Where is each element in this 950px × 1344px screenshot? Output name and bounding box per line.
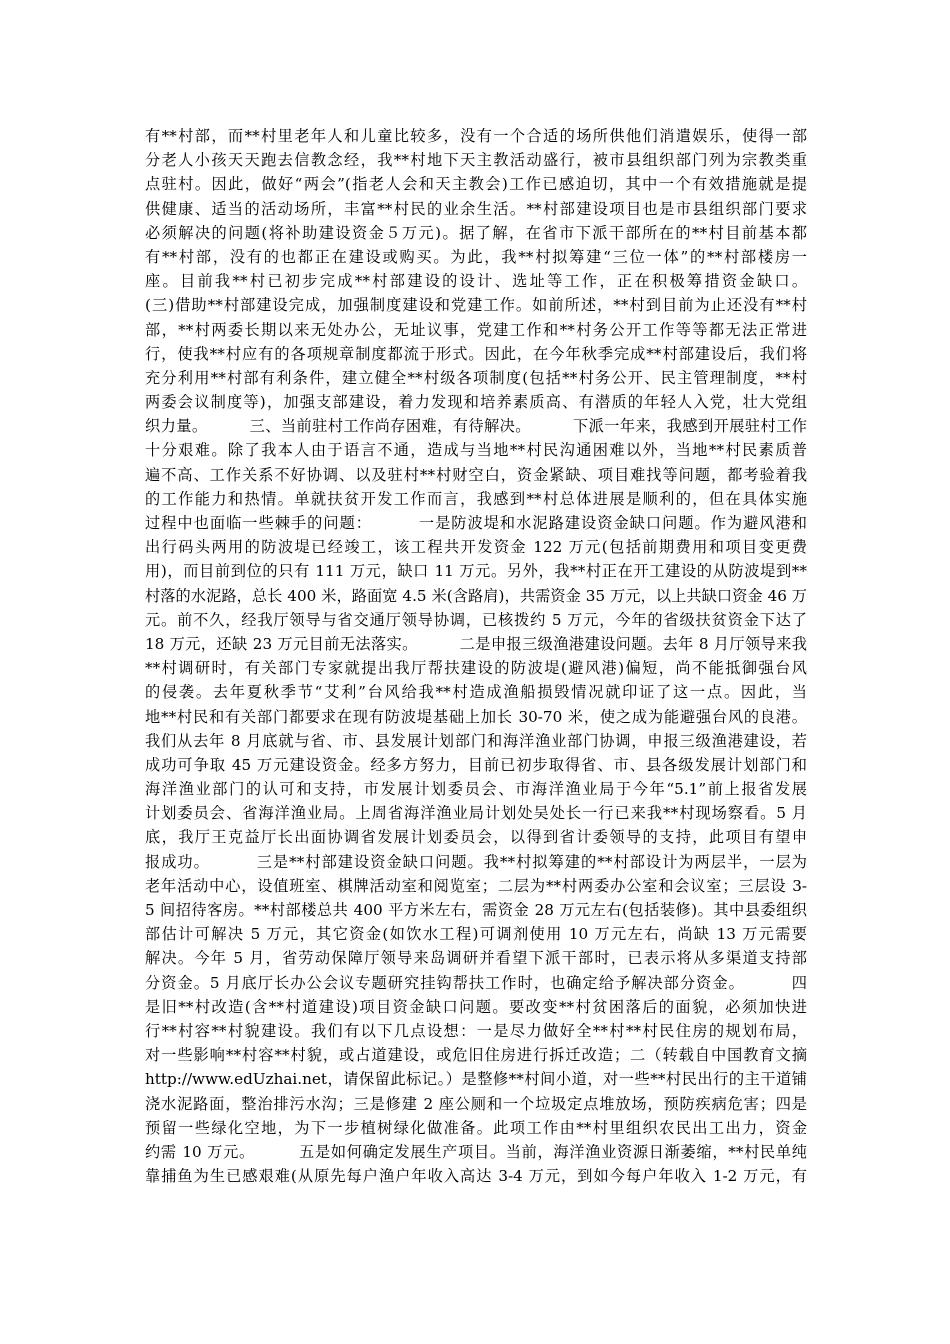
- text-line: 两委会议制度等)，加强支部建设，着力发现和培养素质高、有潜质的年轻人入党，壮大党组: [145, 393, 807, 412]
- text-line: 供健康、适当的活动场所，丰富**村民的业余生活。**村部建设项目也是市县组织部门要求: [145, 199, 807, 218]
- text-line: 分资金。5 月底厅长办公会议专题研究挂钩帮扶工作时，也确定给予解决部分资金。 四: [145, 973, 807, 992]
- text-line: 的工作能力和热情。单就扶贫开发工作而言，我感到**村总体进展是顺利的，但在具体实施: [145, 489, 807, 508]
- text-line: 地**村民和有关部门都要求在现有防波堤基础上加长 30-70 米，使之成为能避强台风的良港。: [145, 707, 807, 726]
- text-line: **村调研时，有关部门专家就提出我厅帮扶建设的防波堤(避风港)偏短，尚不能抵御强台风: [145, 659, 807, 678]
- text-line: 约需 10 万元。 五是如何确定发展生产项目。当前，海洋渔业资源日渐萎缩，**村民单纯: [145, 1142, 807, 1161]
- text-line: 必须解决的问题(将补助建设资金５万元)。据了解，在省市下派干部所在的**村目前基本都: [145, 223, 807, 242]
- text-line: 元。前不久，经我厅领导与省交通厅领导协调，已核拨约 5 万元，今年的省级扶贫资金下达了: [145, 610, 807, 629]
- text-line: http://www.edUzhai.net，请保留此标记。）是整修**村间小道，对一些**村民出行的主干道铺: [145, 1070, 807, 1089]
- text-line: 用)，而目前到位的只有 111 万元，缺口 11 万元。另外，我**村正在开工建设的从防波堤到**: [145, 562, 807, 581]
- text-line: 遍不高、工作关系不好协调、以及驻村**村财空白，资金紧缺、项目难找等问题，都考验着我: [145, 465, 807, 484]
- text-line: 计划委员会、省海洋渔业局。上周省海洋渔业局计划处吴处长一行已来我**村现场察看。5 月: [145, 804, 807, 823]
- text-line: 村落的水泥路，总长 400 米，路面宽 4.5 米(含路肩)，共需资金 35 万元，以上共缺口资金 46 万: [145, 586, 807, 605]
- text-line: 解决。今年 5 月，省劳动保障厅领导来岛调研并看望下派干部时，已表示将从多渠道支持部: [145, 949, 807, 968]
- text-line: 行，使我**村应有的各项规章制度都流于形式。因此，在今年秋季完成**村部建设后，我们将: [145, 344, 807, 363]
- text-line: 成功可争取 45 万元建设资金。经多方努力，目前已初步取得省、市、县各级发展计划部门和: [145, 755, 807, 774]
- text-line: 有**村部，而**村里老年人和儿童比较多，没有一个合适的场所供他们消遣娱乐，使得一部: [145, 127, 807, 145]
- text-line: 预留一些绿化空地，为下一步植树绿化做准备。此项工作由**村里组织农民出工出力，资金: [145, 1118, 807, 1137]
- text-line: 底，我厅王克益厅长出面协调省发展计划委员会，以得到省计委领导的支持，此项目有望申: [145, 828, 807, 847]
- text-line: 织力量。 三、当前驻村工作尚存困难，有待解决。 下派一年来，我感到开展驻村工作: [145, 417, 807, 436]
- text-line: 报成功。 三是**村部建设资金缺口问题。我**村拟筹建的**村部设计为两层半，一层为: [145, 852, 807, 871]
- text-line: 部估计可解决 5 万元，其它资金(如饮水工程)可调剂使用 10 万元左右，尚缺 13 万元需要: [145, 925, 807, 944]
- text-line: (三)借助**村部建设完成，加强制度建设和党建工作。如前所述，**村到目前为止还没有**村: [145, 296, 807, 315]
- text-line: 过程中也面临一些棘手的问题： 一是防波堤和水泥路建设资金缺口问题。作为避风港和: [145, 514, 807, 532]
- text-line: 浇水泥路面，整治排污水沟；三是修建 2 座公厕和一个垃圾定点堆放场，预防疾病危害；四是: [145, 1094, 807, 1113]
- text-line: 点驻村。因此，做好“两会”(指老人会和天主教会)工作已感迫切，其中一个有效措施就是提: [145, 175, 807, 194]
- text-line: 十分艰难。除了我本人由于语言不通，造成与当地**村民沟通困难以外，当地**村民素质普: [145, 441, 807, 460]
- text-line: 出行码头两用的防波堤已经竣工，该工程共开发资金 122 万元(包括前期费用和项目变更费: [145, 538, 807, 557]
- text-line: 座。目前我**村已初步完成**村部建设的设计、选址等工作，正在积极筹措资金缺口。: [145, 272, 807, 291]
- text-line: 海洋渔业部门的认可和支持，市发展计划委员会、市海洋渔业局于今年“5.1”前上报省发展: [145, 780, 807, 799]
- text-line: 靠捕鱼为生已感艰难(从原先每户渔户年收入高达 3-4 万元，到如今每户年收入 1-2 万元，有: [145, 1167, 807, 1186]
- text-line: 18 万元，还缺 23 万元目前无法落实。 二是申报三级渔港建设问题。去年 8 月厅领导来我: [145, 634, 807, 653]
- text-line: 的侵袭。去年夏秋季节“艾利”台风给我**村造成渔船损毁情况就印证了这一点。因此，当: [145, 683, 807, 702]
- text-line: 有**村部，没有的也都正在建设或购买。为此，我**村拟筹建“三位一体”的**村部楼房一: [145, 247, 807, 266]
- text-line: 我们从去年 8 月底就与省、市、县发展计划部门和海洋渔业部门协调，申报三级渔港建设，若: [145, 731, 807, 750]
- text-line: 行**村容**村貌建设。我们有以下几点设想：一是尽力做好全**村**村民住房的规划布局，: [145, 1021, 807, 1040]
- text-line: 老年活动中心，设值班室、棋牌活动室和阅览室；二层为**村两委办公室和会议室；三层设 3-: [145, 876, 807, 895]
- text-line: 是旧**村改造(含**村道建设)项目资金缺口问题。要改变**村贫困落后的面貌，必须加快进: [145, 997, 807, 1016]
- text-line: 对一些影响**村容**村貌，或占道建设，或危旧住房进行拆迁改造；二（转载自中国教育文摘: [145, 1046, 807, 1065]
- text-line: 5 间招待客房。**村部楼总共 400 平方米左右，需资金 28 万元左右(包括装修)。其中县委组织: [145, 901, 807, 919]
- document-page: [145, 124, 807, 1188]
- text-line: 部，**村两委长期以来无处办公，无址议事，党建工作和**村务公开工作等等都无法正常进: [145, 320, 807, 339]
- text-line: 充分利用**村部有利条件，建立健全**村级各项制度(包括**村务公开、民主管理制度，**村: [145, 368, 807, 387]
- text-line: 分老人小孩天天跑去信教念经，我**村地下天主教活动盛行，被市县组织部门列为宗教类重: [145, 151, 807, 170]
